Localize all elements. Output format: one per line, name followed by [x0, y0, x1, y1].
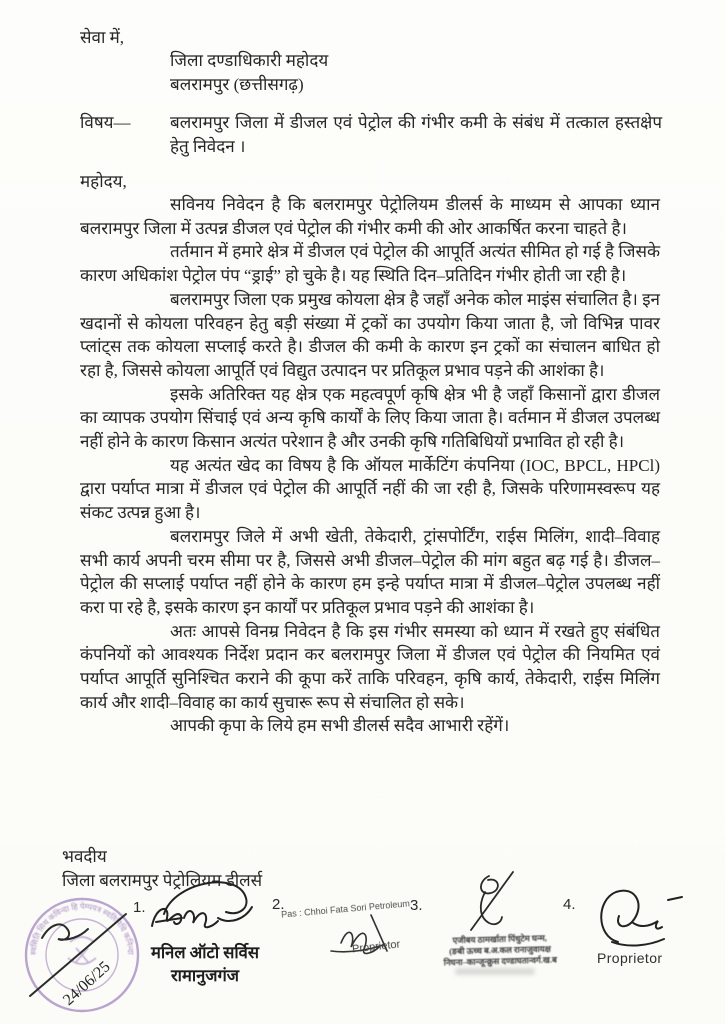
signature-number-4: 4. [563, 896, 576, 913]
firm-name: मनिल ऑटो सर्विस [151, 943, 259, 962]
paragraph: आपकी कृपा के लिये हम सभी डीलर्स सदैव आभारी रहेंगें। [170, 716, 510, 736]
paragraph: तर्तमान में हमारे क्षेत्र में डीजल एवं पेट्रोल की आपूर्ति अत्यंत सीमित हो गई है जिसके कारण अधिकांश पेट्रोल पंप “ड्राई” हो चुके है। यह स्थिति दिन–प्रतिदिन गंभीर होती जा रही है। [80, 242, 660, 286]
signature-2-stamp-text: Pas : Chhoi Fata Sori Petroleum [280, 898, 411, 920]
paragraph: सविनय निवेदन है कि बलरामपुर पेट्रोलियम डीलर्स के माध्यम से आपका ध्यान बलरामपुर जिला में उत्पन्न डीजल एवं पेट्रोल की गंभीर कमी की ओर आकर्षित करना चाहते है। [80, 195, 660, 238]
subject-text: बलरामपुर जिला में डीजल एवं पेट्रोल की गंभीर कमी के संबंध में तत्काल हस्तक्षेप हेतु निवेदन । [170, 113, 662, 156]
signature-4 [588, 884, 693, 954]
addressee-block [170, 49, 328, 97]
paragraph: बलरामपुर जिले में अभी खेती, तेकेदारी, ट्रांसपोर्टिंग, राईस मिलिंग, शादी–विवाह सभी कार्य अपनी चरम सीमा पर है, जिससे अभी डीजल–पेट्रोल की मांग बहुत बढ़ गई है। डीजल–पेट्रोल की सप्लाई पर्याप्त नहीं होने के कारण हम इन्हे पर्याप्त मात्रा में डीजल–पेट्रोल उपलब्ध नहीं करा पा रहे है, इसके कारण इन कार्यों पर प्रतिकूल प्रभाव पड़ने की आशंका है। [80, 526, 660, 617]
signature-2-caption: Proprietor [351, 938, 401, 956]
paragraph: बलरामपुर जिला एक प्रमुख कोयला क्षेत्र है जहाँ अनेक कोल माइंस संचालित है। इन खदानों से कोयला परिवहन हेतु बड़ी संख्या में ट्रकों का उपयोग किया जाता है, जो विभिन्न पावर प्लांट्स तक कोयला सप्लाई करते है। डीजल की कमी के कारण इन ट्रकों का संचालन बाधित हो रहा है, जिससे कोयला आपूर्ति एवं विद्युत उत्पादन पर प्रतिकूल प्रभाव पड़ने की आशंका है। [80, 289, 660, 380]
subject-label: विषय— [80, 113, 131, 132]
closing-salutation: भवदीय [62, 847, 107, 866]
organization-name: जिला बलरामपुर पेट्रोलियम डीलर्स [62, 871, 263, 890]
addressee-place: बलरामपुर (छत्तीसगढ़) [170, 75, 304, 94]
handwritten-date: 24/06/25 [60, 958, 114, 1009]
stamp-ring-text: स्वसिति सिथ कविन्दा हि पेम्पयत्र स्वतिनिधि कनिन्दा [28, 901, 136, 956]
signature-number-1: 1. [133, 899, 146, 916]
signature-number-3: 3. [410, 897, 423, 914]
signature-1 [146, 878, 276, 944]
stamp-line: निघना–कान्जून्क्रुस दण्डाघतान्वर्ग.ख.ब [443, 954, 557, 968]
signature-3-stamp-text [418, 932, 583, 969]
paragraph: अतः आपसे विनम्र निवेदन है कि इस गंभीर समस्या को ध्यान में रखते हुए संबंधित कंपनियों को आवश्यक निर्देश प्रदान कर बलरामपुर जिला में डीजल एवं पेट्रोल की नियमित एवं पर्याप्त आपूर्ति सुनिश्चित कराने की कूपा करें ताकि परिवहन, कृषि कार्य, तेकेदारी, राईस मिलिंग कार्य और शादी–विवाह का कार्य सुचारू रूप से संचालित हो सके। [80, 621, 660, 712]
stamp-line: एजीबय ठामर्खाता पिंधुटेम घन्म, [452, 932, 547, 946]
subject-block [80, 111, 662, 159]
stamp-smudge [455, 968, 535, 975]
firm-place: रामानुजगंज [170, 966, 240, 985]
paragraph: इसके अतिरिक्त यह क्षेत्र एक महत्वपूर्ण कृषि क्षेत्र भी है जहाँ किसानों द्वारा डीजल का व्यापक उपयोग सिंचाई एवं अन्य कृषि कार्यों के लिए किया जाता है। वर्तमान में डीजल उपलब्ध नहीं होने के कारण किसान अत्यंत परेशान है और उनकी कृषि गतिबिधियों प्रभावित हो रही है। [80, 384, 660, 452]
letter-body [80, 193, 660, 738]
signature-3 [447, 870, 535, 936]
signature-number-2: 2. [272, 896, 285, 913]
salutation: सेवा में, [80, 28, 125, 47]
signature-4-caption: Proprietor [597, 950, 663, 966]
stamp-line: (ङबी ऊच्च ब.अ.कल रानाजुवायक्ष [449, 943, 551, 957]
paragraph: यह अत्यंत खेद का विषय है कि ऑयल मार्केटिंग कंपनिया (IOC, BPCL, HPCl) द्वारा पर्याप्त मात्रा में डीजल एवं पेट्रोल की आपूर्ति नहीं की जा रही है, जिसके परिणामस्वरूप यह संकट उत्पन्न हुआ है। [80, 455, 660, 523]
signature-1-stamp-caption [134, 941, 276, 987]
addressee-name: जिला दण्डाधिकारी महोदय [170, 51, 329, 70]
round-office-stamp [20, 892, 144, 1018]
greeting: महोदय, [80, 172, 127, 191]
